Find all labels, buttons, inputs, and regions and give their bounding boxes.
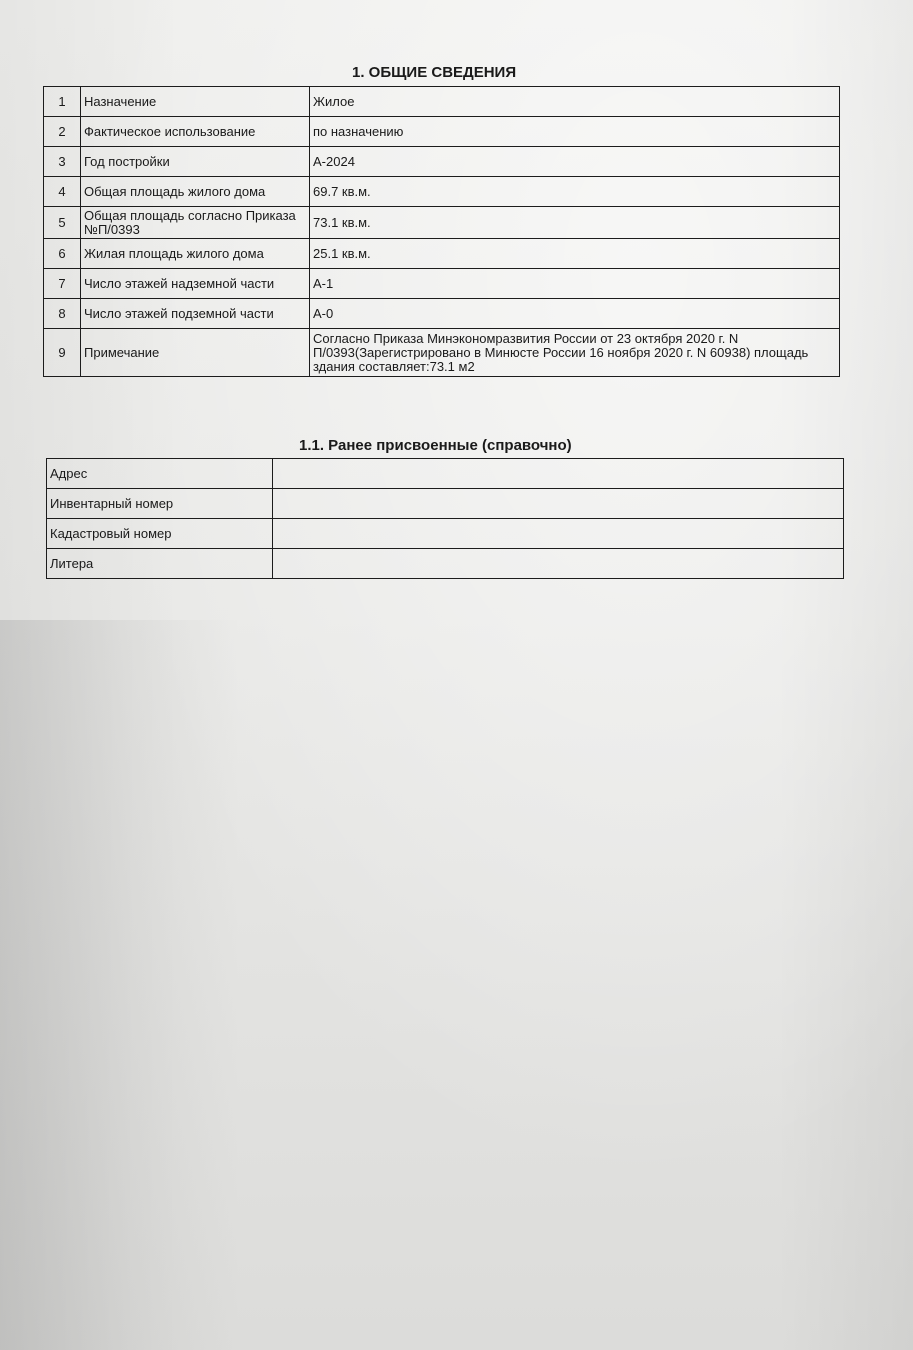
table-row <box>44 177 840 207</box>
row-value: 73.1 кв.м. <box>310 207 840 239</box>
row-label: Жилая площадь жилого дома <box>81 239 310 269</box>
table-row <box>47 549 844 579</box>
table-row <box>44 329 840 377</box>
table-row <box>44 87 840 117</box>
row-value <box>273 489 844 519</box>
row-number: 5 <box>44 207 81 239</box>
row-value: 69.7 кв.м. <box>310 177 840 207</box>
row-label: Число этажей надземной части <box>81 269 310 299</box>
row-value: 25.1 кв.м. <box>310 239 840 269</box>
table-row <box>44 269 840 299</box>
row-value: Жилое <box>310 87 840 117</box>
row-label: Год постройки <box>81 147 310 177</box>
table-row <box>47 519 844 549</box>
row-value: А-1 <box>310 269 840 299</box>
general-info-table <box>43 86 840 377</box>
row-number: 3 <box>44 147 81 177</box>
row-number: 9 <box>44 329 81 377</box>
row-value <box>273 459 844 489</box>
row-number: 8 <box>44 299 81 329</box>
row-value: А-2024 <box>310 147 840 177</box>
row-label: Общая площадь жилого дома <box>81 177 310 207</box>
row-value: по назначению <box>310 117 840 147</box>
row-number: 4 <box>44 177 81 207</box>
row-label: Инвентарный номер <box>47 489 273 519</box>
row-value: А-0 <box>310 299 840 329</box>
table-row <box>47 489 844 519</box>
row-value: Согласно Приказа Минэкономразвития России от 23 октября 2020 г. N П/0393(Зарегистрировано в Минюсте России 16 ноября 2020 г. N 60938) площадь здания составляет:73.1 м2 <box>310 329 840 377</box>
row-label: Кадастровый номер <box>47 519 273 549</box>
row-label: Число этажей подземной части <box>81 299 310 329</box>
row-label: Примечание <box>81 329 310 377</box>
row-number: 2 <box>44 117 81 147</box>
row-number: 1 <box>44 87 81 117</box>
row-number: 7 <box>44 269 81 299</box>
table-row <box>47 459 844 489</box>
section-title-general: 1. ОБЩИЕ СВЕДЕНИЯ <box>352 64 517 81</box>
section-title-previous: 1.1. Ранее присвоенные (справочно) <box>299 437 572 454</box>
table-row <box>44 299 840 329</box>
table-row <box>44 147 840 177</box>
table-row <box>44 239 840 269</box>
row-number: 6 <box>44 239 81 269</box>
row-label: Фактическое использование <box>81 117 310 147</box>
row-value <box>273 549 844 579</box>
table-row <box>44 117 840 147</box>
table-row <box>44 207 840 239</box>
row-label: Литера <box>47 549 273 579</box>
row-label: Общая площадь согласно Приказа №П/0393 <box>81 207 310 239</box>
row-label: Назначение <box>81 87 310 117</box>
row-label: Адрес <box>47 459 273 489</box>
paper-shadow <box>0 620 240 1350</box>
previous-ids-table <box>46 458 844 579</box>
row-value <box>273 519 844 549</box>
